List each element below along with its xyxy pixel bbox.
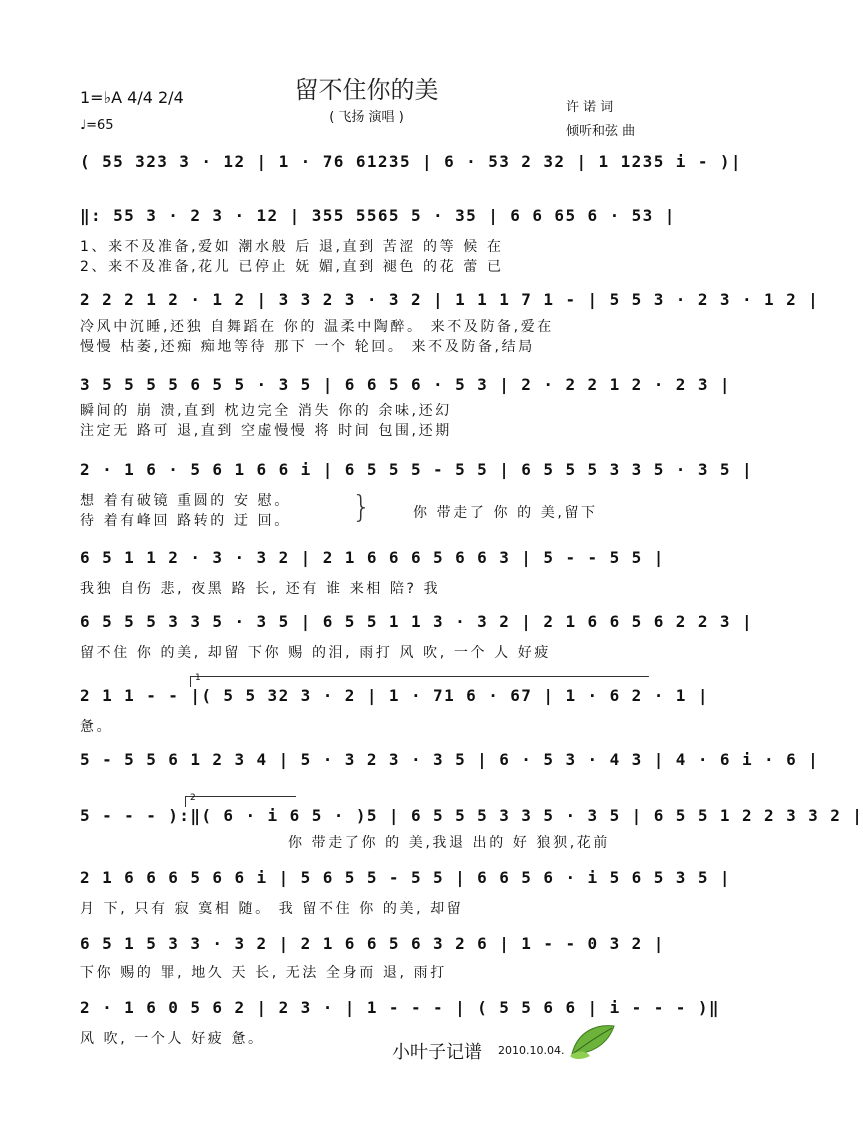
lyric-line: 慢慢 枯萎,还痴 痴地等待 那下 一个 轮回。 来不及防备,结局 xyxy=(80,339,535,355)
score-row-notes: 6 5 1 1 2 · 3 · 3 2 | 2 1 6 6 6 5 6 6 3 | 5 - - 5 5 | xyxy=(80,548,665,567)
score-row-notes: ‖: 55 3 · 2 3 · 12 | 355 5565 5 · 35 | 6 6 65 6 · 53 | xyxy=(80,206,676,225)
score-row-notes: 5 - 5 5 6 1 2 3 4 | 5 · 3 2 3 · 3 5 | 6 · 5 3 · 4 3 | 4 · 6 i · 6 | xyxy=(80,750,820,769)
lyric-line: 2、来不及准备,花儿 已停止 妩 媚,直到 褪色 的花 蕾 已 xyxy=(80,259,504,275)
lyric-line: 下你 赐的 罪, 地久 天 长, 无法 全身而 退, 雨打 xyxy=(80,965,447,981)
lyric-line: 冷风中沉睡,还独 自舞蹈在 你的 温柔中陶醉。 来不及防备,爱在 xyxy=(80,319,554,335)
lyricist-credit: 许 诺 词 xyxy=(566,100,614,115)
score-row-notes: 3 5 5 5 5 6 5 5 · 3 5 | 6 6 5 6 · 5 3 | 2 · 2 2 1 2 · 2 3 | xyxy=(80,375,731,394)
score-row-notes: 2 1 6 6 6 5 6 6 i | 5 6 5 5 - 5 5 | 6 6 5 6 · i 5 6 5 3 5 | xyxy=(80,868,731,887)
lyric-line: 惫。 xyxy=(80,719,114,735)
leaf-icon xyxy=(568,1020,618,1060)
score-row-notes: 2 · 1 6 · 5 6 1 6 6 i | 6 5 5 5 - 5 5 | 6 5 5 5 3 3 5 · 3 5 | xyxy=(80,460,754,479)
lyric-line: 注定无 路可 退,直到 空虚慢慢 将 时间 包围,还期 xyxy=(80,423,452,439)
volta-number: 1 xyxy=(195,673,201,683)
volta-number: 2 xyxy=(190,793,196,803)
lyric-line: 留不住 你 的美, 却留 下你 赐 的泪, 雨打 风 吹, 一个 人 好疲 xyxy=(80,645,551,661)
lyric-line: 瞬间的 崩 溃,直到 枕边完全 消失 你的 余味,还幻 xyxy=(80,403,452,419)
lyric-line: 你 带走了你 的 美,我退 出的 好 狼狈,花前 xyxy=(288,835,611,851)
score-row-notes: 2 2 2 1 2 · 1 2 | 3 3 2 3 · 3 2 | 1 1 1 7 1 - | 5 5 3 · 2 3 · 1 2 | xyxy=(80,290,820,309)
lyric-line: 你 带走了 你 的 美,留下 xyxy=(413,505,598,521)
lyric-line: 待 着有峰回 路转的 迂 回。 xyxy=(80,513,291,529)
lyric-line: 风 吹, 一个人 好疲 惫。 xyxy=(80,1031,265,1047)
page-title: 留不住你的美 xyxy=(294,76,439,104)
lyric-brace: } xyxy=(352,490,372,525)
lyric-line: 想 着有破镜 重圆的 安 慰。 xyxy=(80,493,291,509)
singer-credit: ( 飞扬 演唱 ) xyxy=(329,110,404,125)
score-row-notes: 6 5 5 5 3 3 5 · 3 5 | 6 5 5 1 1 3 · 3 2 | 2 1 6 6 5 6 2 2 3 | xyxy=(80,612,754,631)
lyric-line: 我独 自伤 悲, 夜黑 路 长, 还有 谁 来相 陪? 我 xyxy=(80,581,441,597)
score-row-notes: 2 1 1 - - |( 5 5 32 3 · 2 | 1 · 71 6 · 67 | 1 · 6 2 · 1 | xyxy=(80,686,709,705)
key-signature: 1=♭A 4/4 2/4 xyxy=(80,88,184,107)
tempo-marking: ♩=65 xyxy=(80,118,114,133)
lyric-line: 月 下, 只有 寂 寞相 随。 我 留不住 你 的美, 却留 xyxy=(80,901,464,917)
score-row-notes: ( 55 323 3 · 12 | 1 · 76 61235 | 6 · 53 2 32 | 1 1235 i - )| xyxy=(80,152,742,171)
transcriber-signature: 小叶子记谱 xyxy=(392,1042,482,1063)
composer-credit: 倾听和弦 曲 xyxy=(566,124,636,139)
score-row-notes: 5 - - - ):‖( 6 · i 6 5 · )5 | 6 5 5 5 3 3 5 · 3 5 | 6 5 5 1 2 2 3 3 2 | xyxy=(80,806,863,825)
transcription-date: 2010.10.04. xyxy=(498,1044,565,1057)
score-row-notes: 2 · 1 6 0 5 6 2 | 2 3 · | 1 - - - | ( 5 5 6 6 | i - - - )‖ xyxy=(80,998,720,1017)
lyric-line: 1、来不及准备,爱如 潮水般 后 退,直到 苦涩 的等 候 在 xyxy=(80,239,504,255)
score-row-notes: 6 5 1 5 3 3 · 3 2 | 2 1 6 6 5 6 3 2 6 | 1 - - 0 3 2 | xyxy=(80,934,665,953)
